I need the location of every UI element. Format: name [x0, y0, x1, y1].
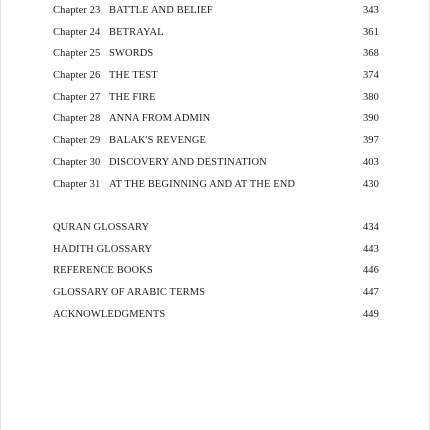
chapter-number: Chapter 23	[53, 5, 101, 16]
toc-entry-chapter-26	[53, 65, 379, 87]
page-number: 361	[362, 26, 379, 38]
page-number: 374	[362, 70, 379, 82]
table-of-contents	[53, 0, 379, 325]
toc-entry-chapter-25	[53, 43, 379, 65]
appendix-title: ACKNOWLEDGMENTS	[53, 308, 166, 320]
toc-entry-chapter-27	[53, 87, 379, 109]
chapter-title: BETRAYAL	[109, 26, 164, 38]
chapter-title: ANNA FROM ADMIN	[109, 113, 211, 125]
appendix-title: HADITH GLOSSARY	[53, 243, 153, 255]
toc-entry-quran-glossary	[53, 217, 379, 239]
section-spacer	[53, 195, 379, 217]
appendix-title: GLOSSARY OF ARABIC TERMS	[53, 286, 206, 298]
toc-entry-chapter-28	[53, 108, 379, 130]
page-number: 446	[362, 265, 379, 277]
chapter-number: Chapter 29	[53, 135, 101, 147]
toc-entry-chapter-29	[53, 130, 379, 152]
chapter-number: Chapter 28	[53, 113, 101, 125]
chapter-title: SWORDS	[109, 48, 154, 60]
page-number: 430	[362, 178, 379, 190]
page-number: 380	[362, 91, 379, 103]
appendix-title: REFERENCE BOOKS	[53, 265, 153, 277]
chapter-number: Chapter 30	[53, 156, 101, 168]
chapter-title: THE TEST	[109, 70, 158, 82]
page-number: 368	[362, 48, 379, 60]
chapter-title: THE FIRE	[109, 91, 156, 103]
chapter-number: Chapter 31	[53, 178, 101, 190]
appendix-title: QURAN GLOSSARY	[53, 221, 150, 233]
page-number: 434	[362, 221, 379, 233]
toc-entry-hadith-glossary	[53, 239, 379, 261]
chapter-number: Chapter 27	[53, 91, 101, 103]
toc-entry-chapter-31	[53, 174, 379, 196]
page-number: 403	[362, 156, 379, 168]
toc-entry-glossary-of-arabic-terms	[53, 282, 379, 304]
toc-entry-chapter-24	[53, 22, 379, 44]
toc-entry-acknowledgments	[53, 304, 379, 326]
chapter-number: Chapter 25	[53, 48, 101, 60]
chapter-title: AT THE BEGINNING AND AT THE END	[109, 178, 296, 190]
toc-entry-chapter-23	[53, 0, 379, 22]
chapter-number: Chapter 24	[53, 26, 101, 38]
page-number: 443	[362, 243, 379, 255]
toc-entry-chapter-30	[53, 152, 379, 174]
page-number: 343	[362, 5, 379, 16]
page-number: 390	[362, 113, 379, 125]
chapter-title: DISCOVERY AND DESTINATION	[109, 156, 267, 168]
page-number: 447	[362, 286, 379, 298]
chapter-title: BALAK'S REVENGE	[109, 135, 207, 147]
chapter-number: Chapter 26	[53, 70, 101, 82]
page-number: 397	[362, 135, 379, 147]
toc-entry-reference-books	[53, 260, 379, 282]
chapter-title: BATTLE AND BELIEF	[109, 5, 213, 16]
page-number: 449	[362, 308, 379, 320]
